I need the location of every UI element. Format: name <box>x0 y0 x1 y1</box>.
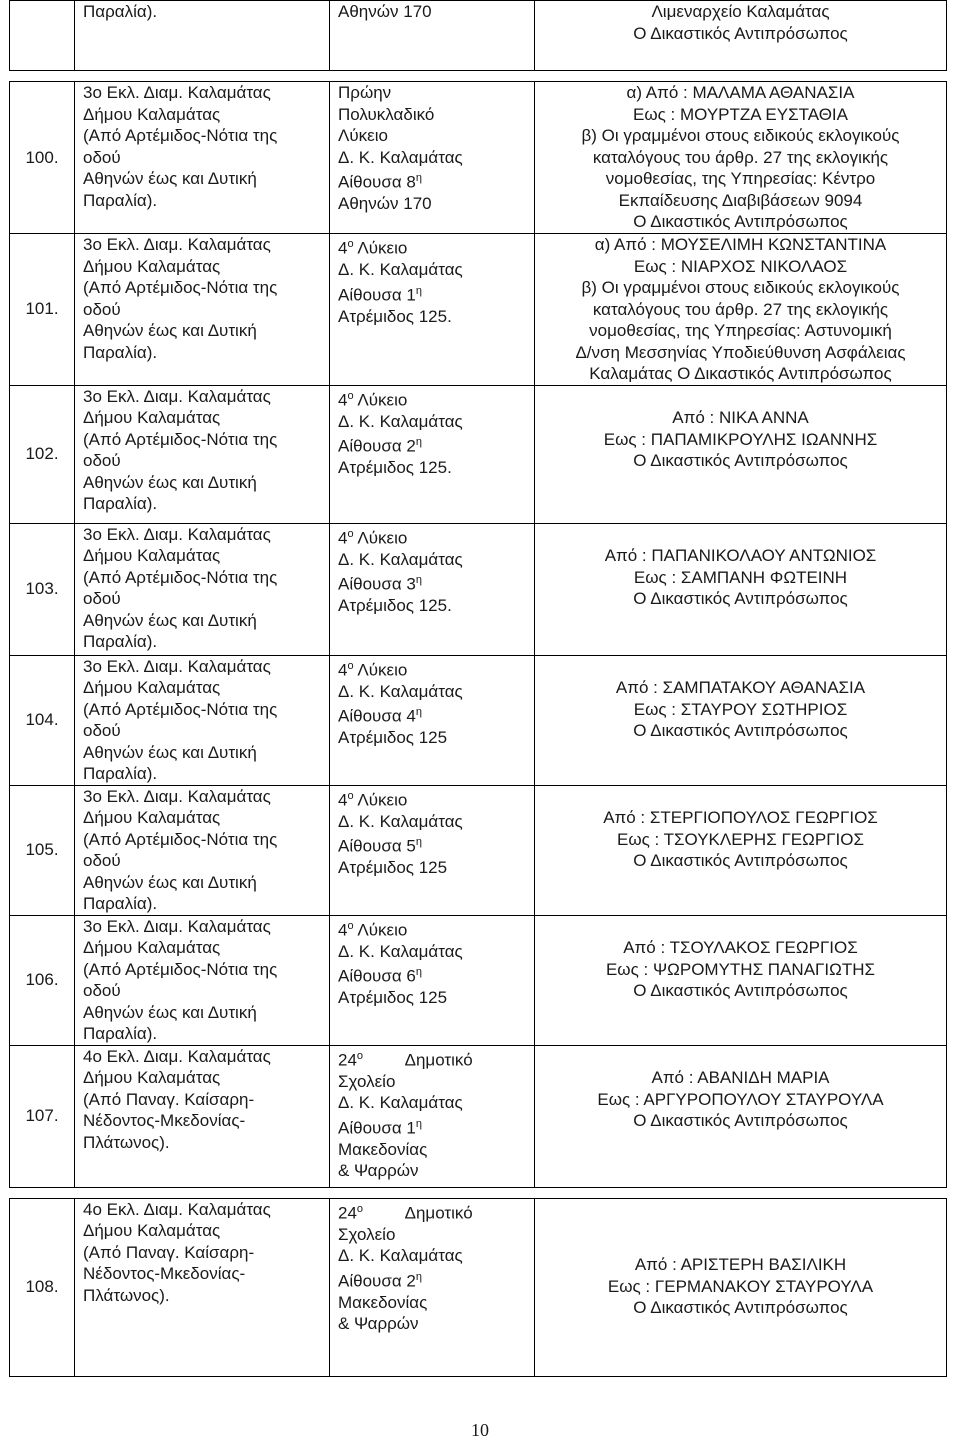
polling-venue <box>330 385 535 523</box>
venue-line: Δ. Κ. Καλαμάτας <box>338 411 463 431</box>
location-line: (Από Αρτέμιδος-Νότια της <box>83 567 278 587</box>
table-row <box>10 1198 947 1376</box>
venue-line: Δ. Κ. Καλαμάτας <box>338 1246 463 1266</box>
polling-venue <box>330 1198 535 1376</box>
representative-line: Δ/νση Μεσσηνίας Υποδιεύθυνση Ασφάλειας <box>575 342 906 362</box>
representative-line: Ο Δικαστικός Αντιπρόσωπος <box>633 451 848 470</box>
row-number: 106. <box>10 915 75 1045</box>
venue-line: $4^o$ Λύκειο <box>338 789 408 810</box>
row-number: 103. <box>10 523 75 655</box>
venue-line: Αίθουσα $1^\eta$ <box>338 284 422 305</box>
location-line: Παραλία). <box>83 894 158 913</box>
representative-line: καταλόγους του άρθρ. 27 της εκλογικής <box>592 147 889 167</box>
representative-line: Εως : ΓΕΡΜΑΝΑΚΟΥ ΣΤΑΥΡΟΥΛΑ <box>607 1276 874 1296</box>
representative-line <box>535 656 946 678</box>
polling-location <box>75 655 330 785</box>
representatives <box>535 785 947 915</box>
table-row <box>10 385 947 523</box>
representative-line <box>535 1233 946 1255</box>
location-line: Παραλία). <box>83 190 158 210</box>
representative-line: Από : ΝΙΚΑ ΑΝΝΑ <box>672 408 809 427</box>
venue-line: $24^o$ Δημοτικό <box>338 1202 473 1223</box>
venue-line: Ατρέμιδος 125. <box>338 306 452 326</box>
location-line: Δήμου Καλαμάτας <box>83 1068 221 1087</box>
row-number: 100. <box>10 82 75 234</box>
representative-line: α) Από : ΜΟΥΣΕΛΙΜΗ ΚΩΝΣΤΑΝΤΙΝΑ <box>594 235 887 254</box>
venue-line: $4^o$ Λύκειο <box>338 659 408 680</box>
venue-line: Δ. Κ. Καλαμάτας <box>338 811 463 831</box>
table-row-top <box>10 1 947 71</box>
venue-line: $4^o$ Λύκειο <box>338 238 408 258</box>
location-line: 4ο Εκλ. Διαμ. Καλαμάτας <box>83 1199 271 1219</box>
representative-line: Εως : ΝΙΑΡΧΟΣ ΝΙΚΟΛΑΟΣ <box>633 256 848 276</box>
venue-line: Ατρέμιδος 125. <box>338 458 452 478</box>
representative-line: Από : ΠΑΠΑΝΙΚΟΛΑΟΥ ΑΝΤΩΝΙΟΣ <box>604 546 877 565</box>
representative-line <box>535 524 946 546</box>
venue-line: Αίθουσα $8^\eta$ <box>338 172 422 192</box>
venue-line: Ατρέμιδος 125 <box>338 988 448 1008</box>
venue-line: Δ. Κ. Καλαμάτας <box>338 681 463 701</box>
representative-line: Από : ΣΑΜΠΑΤΑΚΟΥ ΑΘΑΝΑΣΙΑ <box>615 678 866 697</box>
representative-line: Καλαμάτας Ο Δικαστικός Αντιπρόσωπος <box>589 364 892 383</box>
location-line: 3ο Εκλ. Διαμ. Καλαμάτας <box>83 916 271 936</box>
representative-line: νομοθεσίας, της Υπηρεσίας: Κέντρο <box>605 169 876 188</box>
polling-venue <box>330 82 535 234</box>
location-line: 4ο Εκλ. Διαμ. Καλαμάτας <box>83 1046 271 1066</box>
table-gap <box>10 71 947 82</box>
location-line: Δήμου Καλαμάτας <box>83 1221 221 1240</box>
location-line: 3ο Εκλ. Διαμ. Καλαμάτας <box>83 386 271 406</box>
location-line: Αθηνών έως και Δυτική <box>83 872 257 892</box>
representative-line: β) Οι γραμμένοι στους ειδικούς εκλογικούς <box>581 126 900 145</box>
location-line: οδού <box>83 851 121 870</box>
table-row <box>10 915 947 1045</box>
venue-line: Πολυκλαδικό <box>338 104 435 124</box>
venue-line: Ατρέμιδος 125. <box>338 596 452 616</box>
polling-location <box>75 1198 330 1376</box>
location-line: 3ο Εκλ. Διαμ. Καλαμάτας <box>83 786 271 806</box>
polling-venue <box>330 915 535 1045</box>
representative-line: Ο Δικαστικός Αντιπρόσωπος <box>633 1111 848 1130</box>
representative-line: Εως : ΤΣΟΥΚΛΕΡΗΣ ΓΕΩΡΓΙΟΣ <box>616 829 865 849</box>
venue-line: $4^o$ Λύκειο <box>338 919 408 940</box>
representative-line: Ο Δικαστικός Αντιπρόσωπος <box>633 212 848 231</box>
representative-line: Εως : ΠΑΠΑΜΙΚΡΟΥΛΗΣ ΙΩΑΝΝΗΣ <box>603 429 878 449</box>
location-line: οδού <box>83 299 121 319</box>
polling-location <box>75 385 330 523</box>
venue-line: Λύκειο <box>338 126 388 145</box>
location-line: Πλάτωνος). <box>83 1132 170 1152</box>
representative-line: Από : ΤΣΟΥΛΑΚΟΣ ΓΕΩΡΓΙΟΣ <box>623 938 858 957</box>
venue-line: Αίθουσα $6^\eta$ <box>338 966 422 986</box>
location-line: Αθηνών έως και Δυτική <box>83 610 257 630</box>
polling-venue <box>330 523 535 655</box>
location-line: Πλάτωνος). <box>83 1285 170 1305</box>
representative-line <box>535 386 946 408</box>
location-line: (Από Αρτέμιδος-Νότια της <box>83 699 278 719</box>
venue-line: Αίθουσα $4^\eta$ <box>338 706 422 726</box>
venue-line: Δ. Κ. Καλαμάτας <box>338 260 463 280</box>
top-location: Παραλία). <box>75 1 330 71</box>
table-row <box>10 655 947 785</box>
location-line: οδού <box>83 147 121 167</box>
location-line: (Από Αρτέμιδος-Νότια της <box>83 126 278 145</box>
location-line: οδού <box>83 721 121 740</box>
location-line: (Από Αρτέμιδος-Νότια της <box>83 278 278 297</box>
location-line: Νέδοντος-Μκεδονίας- <box>83 1111 246 1130</box>
table-row <box>10 1045 947 1187</box>
location-line: (Από Αρτέμιδος-Νότια της <box>83 829 278 849</box>
page-number: 10 <box>471 1420 489 1440</box>
representative-line: Από : ΑΒΑΝΙΔΗ ΜΑΡΙΑ <box>651 1068 830 1087</box>
representatives <box>535 1045 947 1187</box>
polling-venue <box>330 655 535 785</box>
representatives <box>535 523 947 655</box>
representatives <box>535 234 947 386</box>
location-line: Παραλία). <box>83 764 158 783</box>
venue-line: Ατρέμιδος 125 <box>338 728 448 748</box>
polling-location <box>75 1045 330 1187</box>
location-line: Νέδοντος-Μκεδονίας- <box>83 1264 246 1283</box>
location-line: οδού <box>83 981 121 1000</box>
venue-line: Δ. Κ. Καλαμάτας <box>338 147 463 167</box>
table-row <box>10 234 947 386</box>
location-line: 3ο Εκλ. Διαμ. Καλαμάτας <box>83 235 271 254</box>
representative-line: Εως : ΣΤΑΥΡΟΥ ΣΩΤΗΡΙΟΣ <box>633 699 848 719</box>
venue-line: Δ. Κ. Καλαμάτας <box>338 1093 463 1113</box>
top-venue: Αθηνών 170 <box>330 1 535 71</box>
location-line: Δήμου Καλαμάτας <box>83 408 221 427</box>
location-line: 3ο Εκλ. Διαμ. Καλαμάτας <box>83 524 271 544</box>
location-line: Δήμου Καλαμάτας <box>83 104 221 124</box>
polling-location <box>75 915 330 1045</box>
representative-line: Εως : ΨΩΡΟΜΥΤΗΣ ΠΑΝΑΓΙΩΤΗΣ <box>605 959 876 979</box>
location-line: Παραλία). <box>83 342 158 362</box>
representative-line <box>535 786 946 808</box>
location-line: (Από Παναγ. Καίσαρη- <box>83 1242 255 1262</box>
location-line: Παραλία). <box>83 1024 158 1043</box>
location-line: Αθηνών έως και Δυτική <box>83 169 257 188</box>
venue-line: Αίθουσα $5^\eta$ <box>338 836 422 856</box>
row-number: 101. <box>10 234 75 386</box>
location-line: Παραλία). <box>83 494 158 513</box>
row-number: 108. <box>10 1198 75 1376</box>
polling-location <box>75 785 330 915</box>
polling-location <box>75 234 330 386</box>
representative-line: Ο Δικαστικός Αντιπρόσωπος <box>633 589 848 608</box>
location-line: Αθηνών έως και Δυτική <box>83 742 257 762</box>
table-row <box>10 82 947 234</box>
representative-line: Από : ΑΡΙΣΤΕΡΗ ΒΑΣΙΛΙΚΗ <box>634 1255 847 1274</box>
table-row <box>10 523 947 655</box>
location-line: Αθηνών έως και Δυτική <box>83 472 257 492</box>
venue-line: Αίθουσα $2^\eta$ <box>338 436 422 456</box>
representative-line: Ο Δικαστικός Αντιπρόσωπος <box>633 981 848 1000</box>
location-line: Παραλία). <box>83 632 158 651</box>
polling-venue <box>330 785 535 915</box>
representative-line: Εως : ΣΑΜΠΑΝΗ ΦΩΤΕΙΝΗ <box>633 567 848 587</box>
venue-line: Αίθουσα $3^\eta$ <box>338 574 422 594</box>
venue-line: $4^o$ Λύκειο <box>338 527 408 548</box>
row-number: 105. <box>10 785 75 915</box>
top-representatives: Λιμεναρχείο Καλαμάτας Ο Δικαστικός Αντιπρόσωπος <box>535 1 947 71</box>
venue-line: Αθηνών 170 <box>338 194 432 214</box>
representatives <box>535 385 947 523</box>
representative-line: νομοθεσίας, της Υπηρεσίας: Αστυνομική <box>589 321 892 340</box>
representative-line: Από : ΣΤΕΡΓΙΟΠΟΥΛΟΣ ΓΕΩΡΓΙΟΣ <box>603 808 878 827</box>
venue-line: Σχολείο <box>338 1071 396 1091</box>
representative-line <box>535 916 946 938</box>
venue-line: Αίθουσα $2^\eta$ <box>338 1270 422 1291</box>
venue-line: Μακεδονίας <box>338 1139 428 1159</box>
table-row <box>10 785 947 915</box>
location-line: 3ο Εκλ. Διαμ. Καλαμάτας <box>83 83 271 102</box>
venue-line: $4^o$ Λύκειο <box>338 389 408 410</box>
representative-line: καταλόγους του άρθρ. 27 της εκλογικής <box>592 299 889 319</box>
polling-venue <box>330 234 535 386</box>
representative-line: Εκπαίδευσης Διαβιβάσεων 9094 <box>618 190 863 210</box>
location-line: Δήμου Καλαμάτας <box>83 938 221 957</box>
row-number: 104. <box>10 655 75 785</box>
representatives <box>535 655 947 785</box>
location-line: Δήμου Καλαμάτας <box>83 808 221 827</box>
polling-location <box>75 82 330 234</box>
location-line: (Από Παναγ. Καίσαρη- <box>83 1089 255 1109</box>
location-line: Δήμου Καλαμάτας <box>83 678 221 697</box>
representatives <box>535 82 947 234</box>
location-line: Δήμου Καλαμάτας <box>83 256 221 276</box>
representative-line: Ο Δικαστικός Αντιπρόσωπος <box>633 1298 848 1317</box>
row-number: 102. <box>10 385 75 523</box>
venue-line: Δ. Κ. Καλαμάτας <box>338 941 463 961</box>
location-line: οδού <box>83 589 121 608</box>
polling-venue <box>330 1045 535 1187</box>
representative-line <box>535 1046 946 1068</box>
venue-line: & Ψαρρών <box>338 1314 419 1334</box>
location-line: Αθηνών έως και Δυτική <box>83 1002 257 1022</box>
venue-line: Σχολείο <box>338 1224 396 1244</box>
location-line: Δήμου Καλαμάτας <box>83 546 221 565</box>
venue-line: $24^o$ Δημοτικό <box>338 1049 473 1070</box>
venue-line: Αίθουσα $1^\eta$ <box>338 1117 422 1138</box>
location-line: (Από Αρτέμιδος-Νότια της <box>83 429 278 449</box>
location-line: οδού <box>83 451 121 470</box>
representative-line: Εως : ΜΟΥΡΤΖΑ ΕΥΣΤΑΘΙΑ <box>633 104 848 124</box>
representative-line: Ο Δικαστικός Αντιπρόσωπος <box>633 721 848 740</box>
representative-line: Ο Δικαστικός Αντιπρόσωπος <box>633 851 848 870</box>
venue-line: Μακεδονίας <box>338 1292 428 1312</box>
representative-line: Εως : ΑΡΓΥΡΟΠΟΥΛΟΥ ΣΤΑΥΡΟΥΛΑ <box>597 1089 884 1109</box>
location-line: Αθηνών έως και Δυτική <box>83 321 257 340</box>
row-number: 107. <box>10 1045 75 1187</box>
polling-stations-table <box>9 0 947 1377</box>
venue-line: Ατρέμιδος 125 <box>338 858 448 878</box>
representatives <box>535 1198 947 1376</box>
representative-line: β) Οι γραμμένοι στους ειδικούς εκλογικούς <box>581 278 900 297</box>
location-line: 3ο Εκλ. Διαμ. Καλαμάτας <box>83 656 271 676</box>
representatives <box>535 915 947 1045</box>
table-gap <box>10 1187 947 1198</box>
representative-line: α) Από : ΜΑΛΑΜΑ ΑΘΑΝΑΣΙΑ <box>626 83 855 102</box>
location-line: (Από Αρτέμιδος-Νότια της <box>83 959 278 979</box>
venue-line: & Ψαρρών <box>338 1161 419 1181</box>
polling-location <box>75 523 330 655</box>
venue-line: Πρώην <box>338 83 392 102</box>
venue-line: Δ. Κ. Καλαμάτας <box>338 549 463 569</box>
